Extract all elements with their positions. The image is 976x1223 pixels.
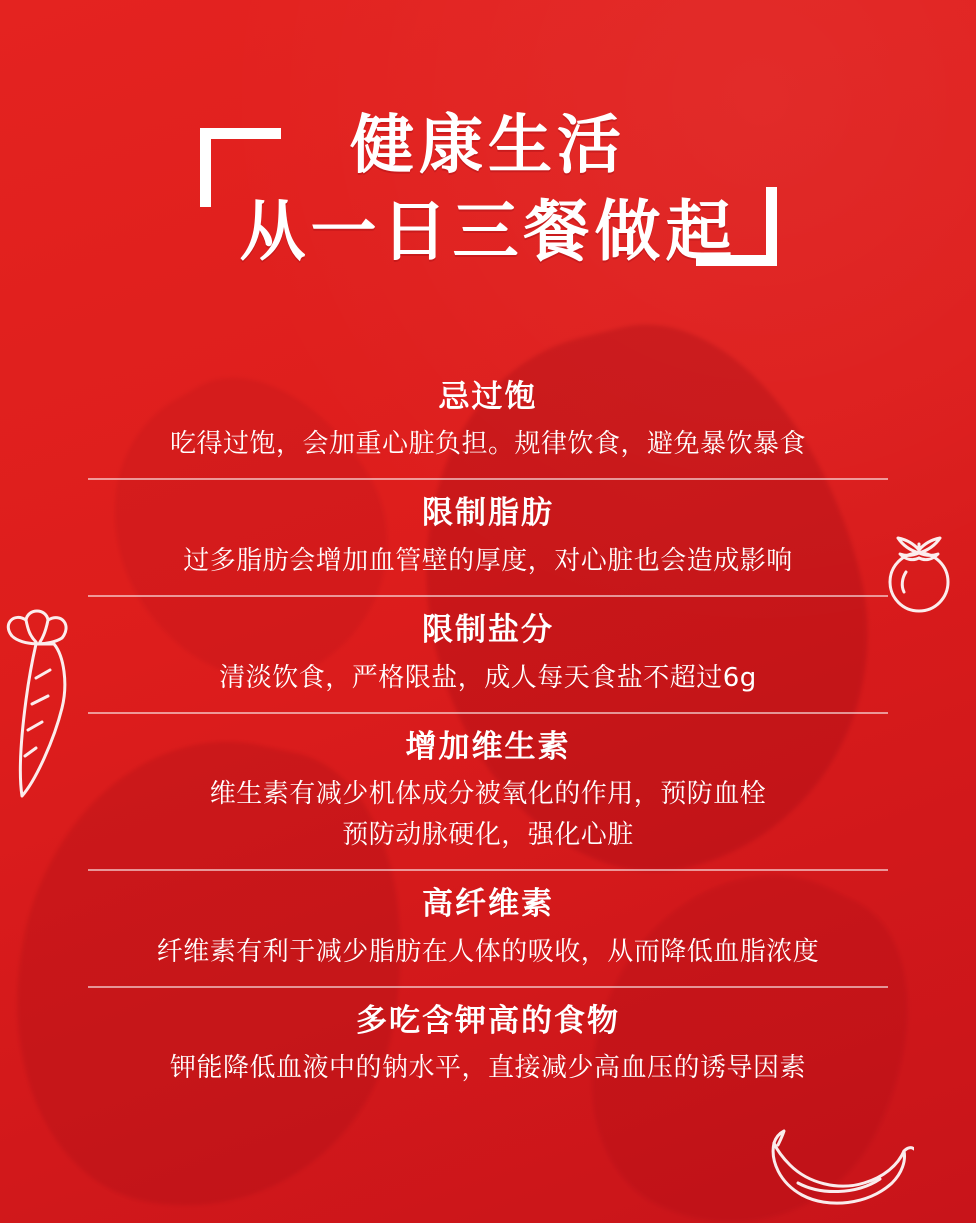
tip-description [82, 541, 894, 581]
poster-header [0, 0, 976, 276]
tip-title: 高纤维素 [422, 886, 554, 923]
tip-description-line-1: 纤维素有利于减少脂肪在人体的吸收，从而降低血脂浓度 [156, 936, 820, 967]
tip-title: 限制脂肪 [422, 495, 554, 532]
tip-title: 增加维生素 [405, 728, 571, 765]
tip-description-line-1: 吃得过饱，会加重心脏负担。规律饮食，避免暴饮暴食 [169, 429, 806, 460]
tip-title: 忌过饱 [438, 378, 538, 415]
tips-list [82, 362, 894, 1103]
list-item [82, 478, 894, 595]
banana-icon [764, 1121, 914, 1213]
page-title-line-2: 从一日三餐做起 [239, 193, 737, 271]
tip-description-line-2: 预防动脉硬化，强化心脏 [342, 819, 634, 850]
page-title-line-1: 健康生活 [350, 109, 626, 183]
list-item [82, 869, 894, 986]
list-item [82, 595, 894, 712]
corner-bracket-bottom-right-icon [696, 187, 777, 266]
tip-description-line-1: 清淡饮食，严格限盐，成人每天食盐不超过6g [219, 662, 757, 693]
tip-description [82, 774, 894, 855]
tip-description-line-1: 钾能降低血液中的钠水平，直接减少高血压的诱导因素 [169, 1053, 806, 1084]
tip-title: 多吃含钾高的食物 [356, 1002, 620, 1039]
list-item [82, 986, 894, 1103]
tip-title: 限制盐分 [422, 612, 554, 649]
list-item [82, 362, 894, 479]
tip-description-line-1: 过多脂肪会增加血管壁的厚度，对心脏也会造成影响 [183, 545, 793, 576]
tip-description [82, 1048, 894, 1088]
tip-description [82, 932, 894, 972]
list-item [82, 712, 894, 869]
tip-description [82, 424, 894, 464]
corner-bracket-top-left-icon [200, 128, 281, 207]
tip-description [82, 658, 894, 698]
tip-description-line-1: 维生素有减少机体成分被氧化的作用，预防血栓 [209, 779, 767, 810]
title-block [192, 104, 785, 276]
